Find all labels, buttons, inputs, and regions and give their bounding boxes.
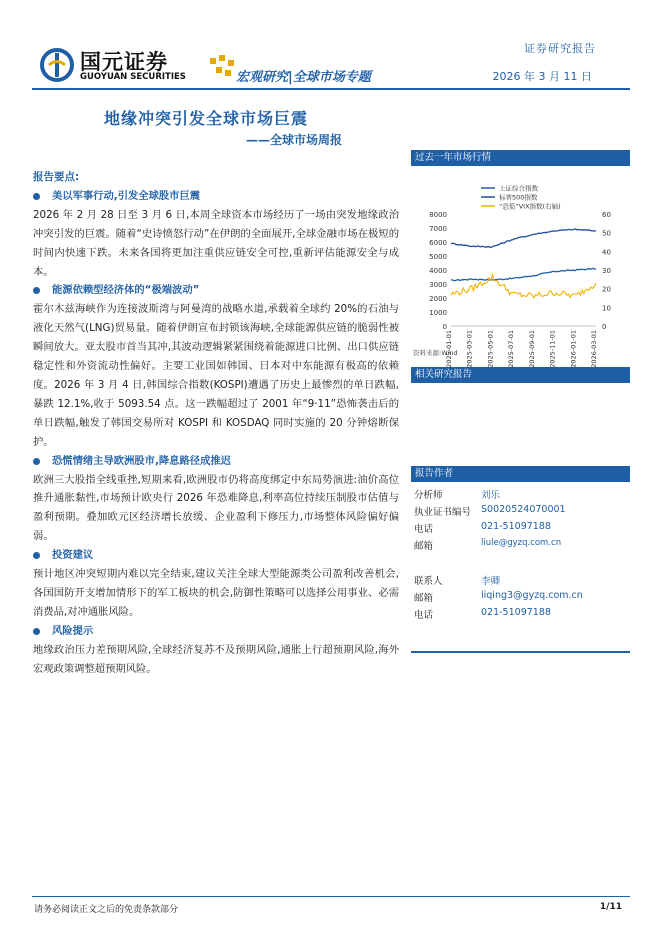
legend-label: 上证综合指数 (499, 184, 538, 193)
y-left-tick-label: 6000 (429, 239, 447, 247)
bullet-icon (33, 552, 40, 559)
section-heading: 投资建议 (33, 546, 399, 565)
y-left-tick-label: 3000 (429, 281, 447, 289)
author-row: 电话 021-51097188 (414, 521, 551, 535)
page-title: 地缘冲突引发全球市场巨震 (104, 109, 309, 128)
footer-divider (32, 896, 630, 897)
market-chart-title: 过去一年市场行情 (411, 150, 630, 166)
logo-text-cn: 国元证券 (80, 50, 168, 74)
author-divider (411, 651, 630, 653)
author-row: 邮箱 liule@gyzq.com.cn (414, 538, 562, 552)
x-tick-label: 2026-01-01 (569, 330, 578, 368)
series-line-1 (451, 229, 596, 248)
summary-heading: 报告要点: (33, 171, 80, 183)
section-text: 2026 年 2 月 28 日至 3 月 6 日,本周全球资本市场经历了一场由突发地缘政治冲突引发的巨震。随着“史诗愤怒行动”在伊朗的全面展开,全球金融市场在极短的时间内快速下跌。未来各国将更加注重供应链安全可控,重新评估能源安全与成本。 (33, 208, 399, 278)
related-reports-title: 相关研究报告 (411, 367, 630, 383)
author-row: 执业证书编号 S0020524070001 (414, 504, 566, 518)
report-body (33, 168, 399, 678)
section-heading: 风险提示 (33, 622, 399, 641)
section-text: 欧洲三大股指全线重挫,短期来看,欧洲股市仍将高度绑定中东局势演进:油价高位推升通胀黏性,市场预计欧央行 2026 年恐难降息,利率高位持续压制股市估值与盈利预期。叠加欧元区经济增长放缓、企业盈利下修压力,市场整体风险偏好偏弱。 (33, 473, 399, 543)
report-category: 宏观研究|全球市场专题 (236, 70, 371, 85)
y-right-tick-label: 10 (602, 304, 611, 313)
bullet-icon (33, 193, 40, 200)
y-left-tick-label: 2000 (429, 295, 447, 303)
series-line-0 (451, 268, 596, 281)
y-left-tick-label: 5000 (429, 253, 447, 261)
report-type: 证券研究报告 (524, 42, 596, 55)
y-right-tick-label: 0 (602, 323, 607, 331)
author-row: 电话 021-51097188 (414, 607, 551, 621)
sidebar (411, 150, 630, 383)
author-row: 分析师 刘乐 (414, 490, 501, 501)
legend-label: 标普500指数 (499, 193, 538, 202)
author-row: 联系人 李卿 (414, 576, 501, 587)
y-right-tick-label: 60 (602, 211, 611, 219)
x-tick-label: 2026-03-01 (590, 330, 598, 368)
y-left-tick-label: 8000 (429, 211, 447, 219)
section-heading: 美以军事行动,引发全球股市巨震 (33, 187, 399, 206)
bullet-icon (33, 287, 40, 294)
author-row: 邮箱 liqing3@gyzq.com.cn (414, 590, 583, 604)
y-right-tick-label: 50 (602, 229, 611, 238)
report-date: 2026 年 3 月 11 日 (492, 70, 592, 83)
logo-text-en: GUOYUAN SECURITIES (80, 72, 186, 82)
y-right-tick-label: 30 (602, 267, 611, 275)
x-tick-label: 2025-03-01 (465, 330, 474, 368)
y-left-tick-label: 0 (442, 323, 447, 331)
y-right-tick-label: 20 (602, 285, 611, 294)
section-text: 霍尔木兹海峡作为连接波斯湾与阿曼湾的战略水道,承载着全球约 20%的石油与液化天然气(LNG)贸易量。随着伊朗宣布封锁该海峡,全球能源供应链的脆弱性被瞬间放大。亚太股市首当其冲,其波动逻辑紧紧围绕着能源进口比例、出口供应链稳定性和外资流动性偏好。主要工业国如韩国、日本对中东能源有极高的依赖度。2026 年 3 月 4 日,韩国综合指数(KOSPI)遭遇了历史上最惨烈的单日跌幅,暴跌 12.1%,收于 5093.54 点。这一跌幅超过了 2001 年“9·11”恐怖袭击后的单日跌幅,触发了韩国交易所对 KOSPI 和 KOSDAQ 同时实施的 20 分钟熔断保护。 (33, 303, 399, 448)
page-subtitle: ——全球市场周报 (246, 133, 343, 147)
x-tick-label: 2025-01-01 (445, 330, 453, 368)
legend-label: “恐慌”VIX指数(右轴) (499, 202, 561, 211)
y-left-tick-label: 4000 (429, 267, 447, 275)
footer-disclaimer: 请务必阅读正文之后的免责条款部分 (34, 905, 179, 915)
page-number: 1/11 (599, 902, 622, 912)
author-box (411, 466, 630, 651)
y-left-tick-label: 1000 (429, 309, 447, 317)
bullet-icon (33, 628, 40, 635)
series-line-2 (451, 275, 596, 298)
logo-mark-icon (40, 48, 74, 82)
x-tick-label: 2025-09-01 (527, 330, 536, 368)
section-heading: 恐慌情绪主导欧洲股市,降息路径成推迟 (33, 452, 399, 471)
logo-dots-icon (208, 54, 238, 80)
bullet-icon (33, 458, 40, 465)
author-title: 报告作者 (411, 466, 630, 482)
section-text: 预计地区冲突短期内难以完全结束,建议关注全球大型能源类公司盈利改善机会,各国国防开支增加情形下的军工板块的机会,防御性策略可以选择公用事业、必需消费品,对冲通胀风险。 (33, 568, 399, 618)
section-heading: 能源依赖型经济体的“极端波动” (33, 281, 399, 300)
x-tick-label: 2025-07-01 (507, 330, 516, 368)
y-left-tick-label: 7000 (429, 225, 447, 233)
header-divider (32, 88, 630, 90)
company-logo (40, 46, 220, 86)
section-text: 地缘政治压力差预期风险,全球经济复苏不及预期风险,通胀上行超预期风险,海外宏观政策调整超预期风险。 (33, 643, 399, 675)
x-tick-label: 2025-11-01 (548, 330, 557, 368)
y-right-tick-label: 40 (602, 248, 611, 257)
x-tick-label: 2025-05-01 (486, 330, 495, 368)
chart-source: 资料来源:Wind (413, 349, 458, 357)
